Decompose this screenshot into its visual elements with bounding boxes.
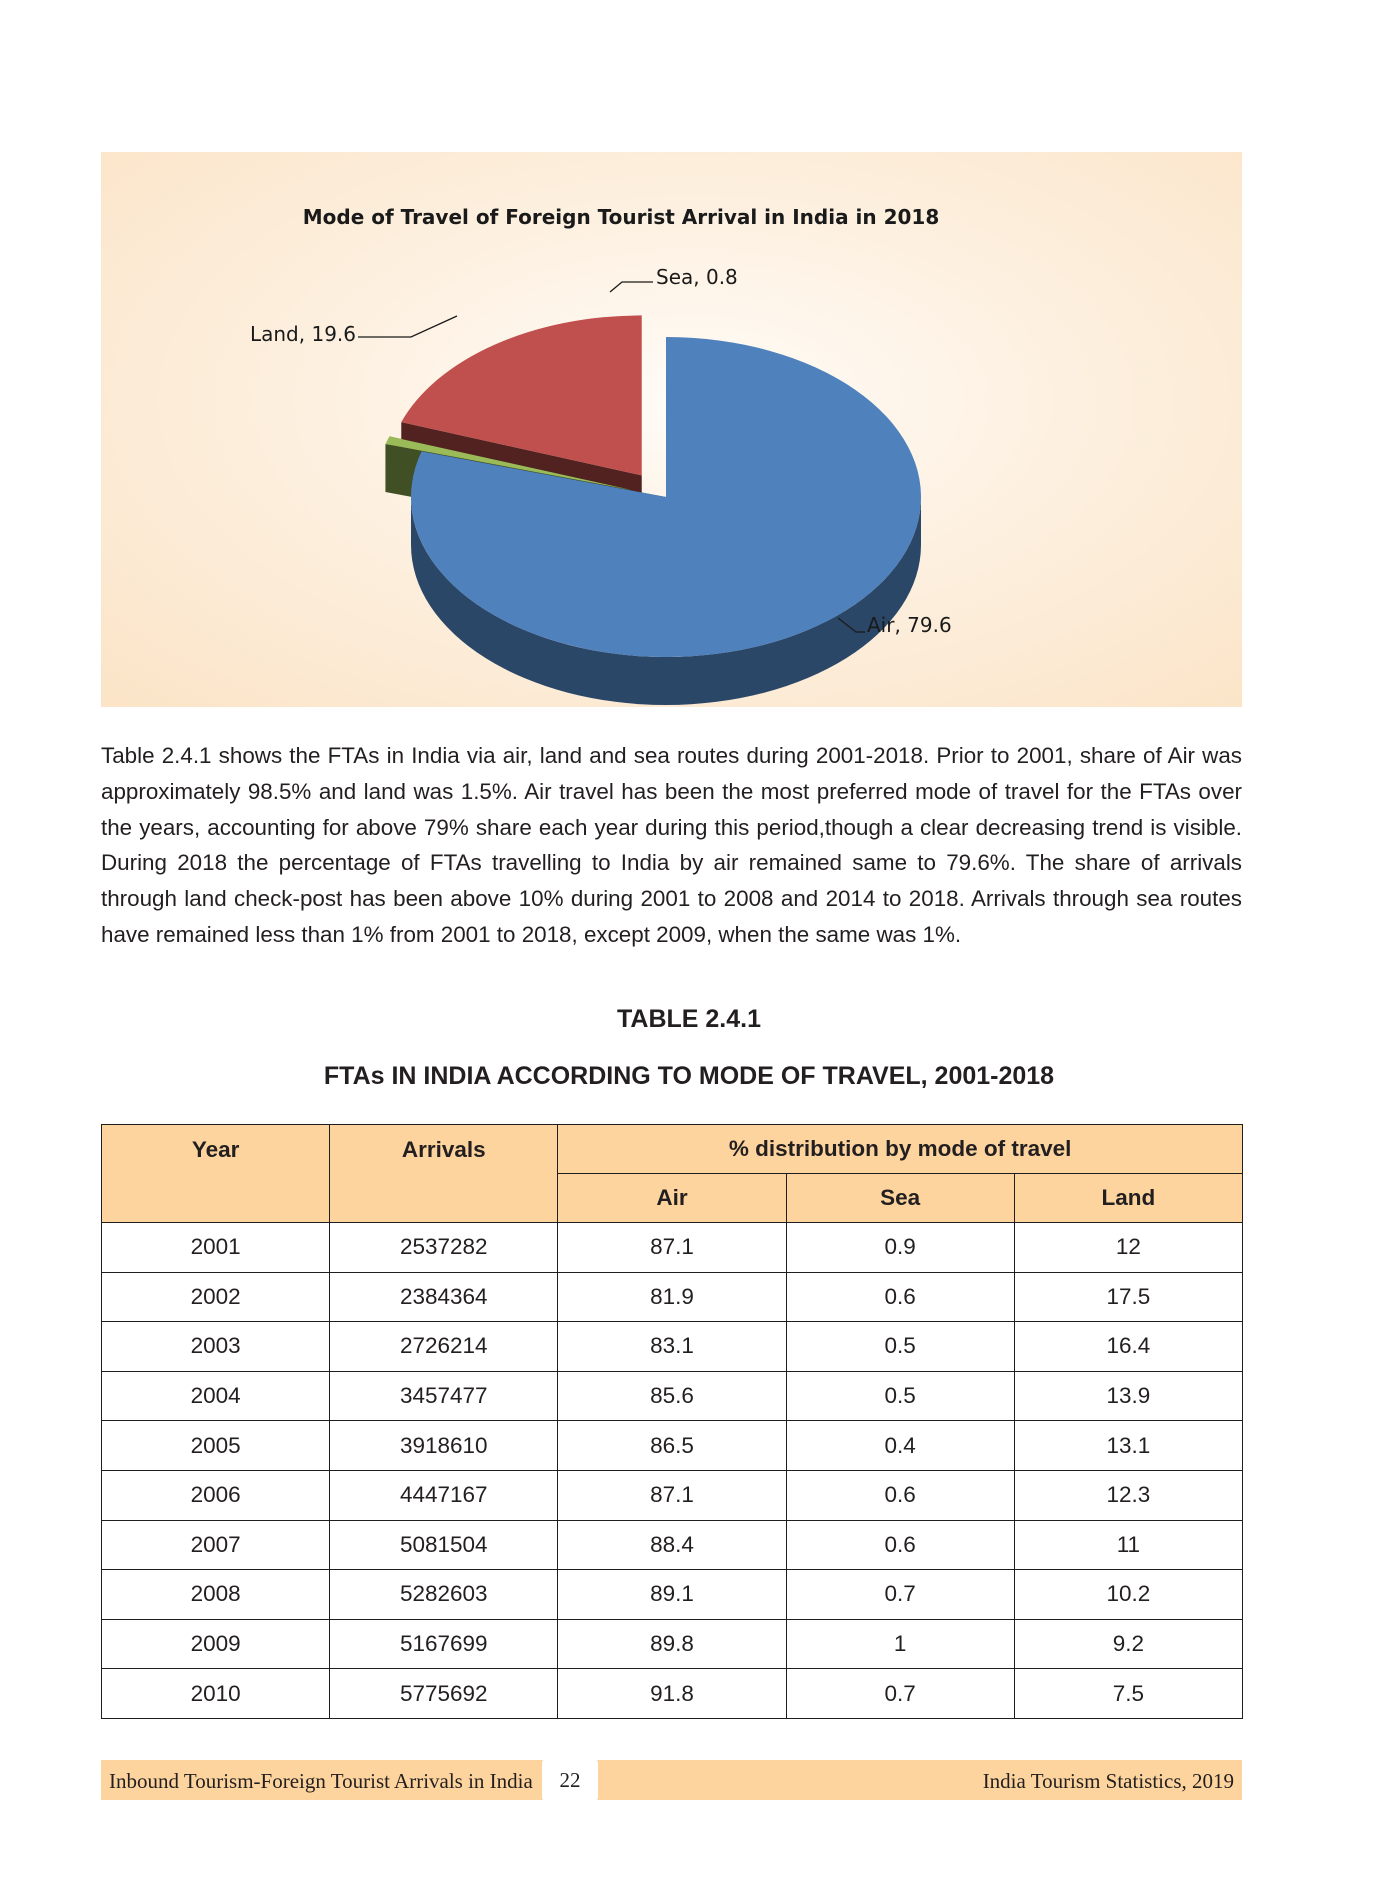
- table-row: [102, 1619, 1243, 1669]
- cell-sea: 0.7: [786, 1669, 1014, 1719]
- cell-land: 13.1: [1014, 1421, 1242, 1471]
- cell-land: 11: [1014, 1520, 1242, 1570]
- cell-year: 2007: [102, 1520, 330, 1570]
- cell-sea: 0.4: [786, 1421, 1014, 1471]
- cell-year: 2002: [102, 1272, 330, 1322]
- cell-arrivals: 5775692: [330, 1669, 558, 1719]
- header-sea: Sea: [786, 1174, 1014, 1223]
- cell-arrivals: 2384364: [330, 1272, 558, 1322]
- header-land: Land: [1014, 1174, 1242, 1223]
- cell-arrivals: 4447167: [330, 1470, 558, 1520]
- cell-land: 12: [1014, 1223, 1242, 1273]
- table-row: [102, 1520, 1243, 1570]
- cell-land: 7.5: [1014, 1669, 1242, 1719]
- footer-publication-title: India Tourism Statistics, 2019: [982, 1769, 1234, 1793]
- body-paragraph: Table 2.4.1 shows the FTAs in India via air, land and sea routes during 2001-2018. Prior to 2001, share of Air was approximately 98.5% and land was 1.5%. Air travel has been the most preferred mode of travel for the FTAs over the years, accounting for above 79% share each year during this period,though a clear decreasing trend is visible. During 2018 the percentage of FTAs travelling to India by air remained same to 79.6%. The share of arrivals through land check-post has been above 10% during 2001 to 2008 and 2014 to 2018. Arrivals through sea routes have remained less than 1% from 2001 to 2018, except 2009, when the same was 1%.: [101, 743, 1242, 947]
- cell-arrivals: 5282603: [330, 1570, 558, 1620]
- cell-year: 2004: [102, 1371, 330, 1421]
- cell-sea: 0.6: [786, 1520, 1014, 1570]
- header-arrivals: Arrivals: [330, 1125, 558, 1223]
- data-label-land: Land, 19.6: [249, 322, 356, 346]
- cell-sea: 0.6: [786, 1470, 1014, 1520]
- data-label-sea: Sea, 0.8: [656, 265, 738, 289]
- footer-bar: [101, 1760, 1242, 1800]
- table-row: [102, 1322, 1243, 1372]
- cell-arrivals: 3918610: [330, 1421, 558, 1471]
- table-header-row: [102, 1125, 1243, 1174]
- header-distribution: % distribution by mode of travel: [558, 1125, 1243, 1174]
- cell-sea: 0.6: [786, 1272, 1014, 1322]
- cell-land: 16.4: [1014, 1322, 1242, 1372]
- table-row: [102, 1470, 1243, 1520]
- cell-arrivals: 3457477: [330, 1371, 558, 1421]
- cell-air: 89.1: [558, 1570, 786, 1620]
- cell-air: 88.4: [558, 1520, 786, 1570]
- header-year: Year: [102, 1125, 330, 1223]
- cell-air: 85.6: [558, 1371, 786, 1421]
- cell-air: 87.1: [558, 1223, 786, 1273]
- cell-sea: 1: [786, 1619, 1014, 1669]
- cell-sea: 0.5: [786, 1371, 1014, 1421]
- cell-year: 2008: [102, 1570, 330, 1620]
- data-label-air: Air, 79.6: [867, 613, 952, 637]
- cell-air: 83.1: [558, 1322, 786, 1372]
- cell-sea: 0.5: [786, 1322, 1014, 1372]
- cell-air: 86.5: [558, 1421, 786, 1471]
- cell-arrivals: 2537282: [330, 1223, 558, 1273]
- cell-air: 89.8: [558, 1619, 786, 1669]
- table-row: [102, 1669, 1243, 1719]
- cell-year: 2009: [102, 1619, 330, 1669]
- table-title: FTAs IN INDIA ACCORDING TO MODE OF TRAVEL, 2001-2018: [323, 1062, 1055, 1090]
- cell-sea: 0.9: [786, 1223, 1014, 1273]
- cell-land: 12.3: [1014, 1470, 1242, 1520]
- cell-land: 10.2: [1014, 1570, 1242, 1620]
- pie-chart-panel: [101, 152, 1242, 707]
- cell-arrivals: 5167699: [330, 1619, 558, 1669]
- leader-line-sea: [610, 282, 653, 292]
- page-number: 22: [542, 1758, 598, 1802]
- chart-title: Mode of Travel of Foreign Tourist Arrival in India in 2018: [302, 205, 940, 229]
- pie-chart: [101, 152, 1242, 707]
- cell-land: 17.5: [1014, 1272, 1242, 1322]
- table-row: [102, 1371, 1243, 1421]
- cell-year: 2010: [102, 1669, 330, 1719]
- cell-year: 2001: [102, 1223, 330, 1273]
- cell-arrivals: 5081504: [330, 1520, 558, 1570]
- cell-air: 91.8: [558, 1669, 786, 1719]
- cell-air: 81.9: [558, 1272, 786, 1322]
- table-row: [102, 1421, 1243, 1471]
- footer-section-title: Inbound Tourism-Foreign Tourist Arrivals in India: [109, 1769, 533, 1793]
- fta-table: [101, 1124, 1243, 1719]
- cell-land: 13.9: [1014, 1371, 1242, 1421]
- cell-year: 2006: [102, 1470, 330, 1520]
- leader-line-land: [358, 316, 457, 337]
- table-number: TABLE 2.4.1: [616, 1005, 762, 1033]
- cell-arrivals: 2726214: [330, 1322, 558, 1372]
- table-row: [102, 1272, 1243, 1322]
- cell-year: 2003: [102, 1322, 330, 1372]
- cell-air: 87.1: [558, 1470, 786, 1520]
- table-row: [102, 1570, 1243, 1620]
- cell-sea: 0.7: [786, 1570, 1014, 1620]
- cell-year: 2005: [102, 1421, 330, 1471]
- table-row: [102, 1223, 1243, 1273]
- header-air: Air: [558, 1174, 786, 1223]
- cell-land: 9.2: [1014, 1619, 1242, 1669]
